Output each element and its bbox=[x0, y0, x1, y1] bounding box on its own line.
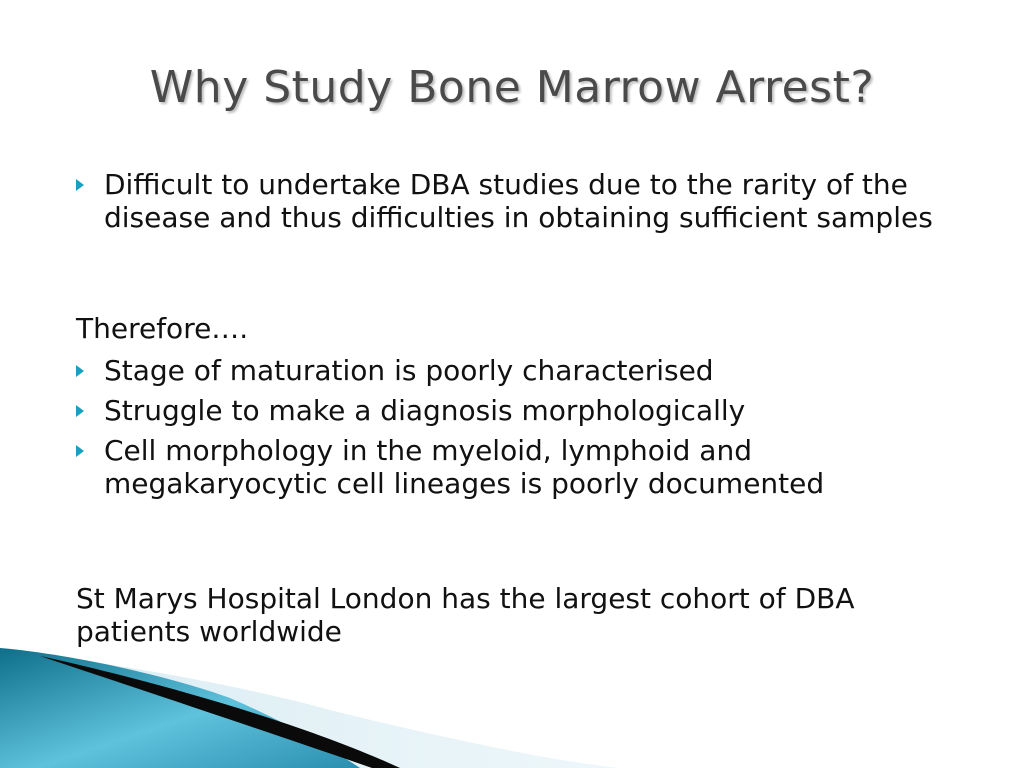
bullet-text: Stage of maturation is poorly characterised bbox=[104, 354, 714, 387]
bullet-item bbox=[76, 168, 946, 234]
bullet-text: Cell morphology in the myeloid, lymphoid and megakaryocytic cell lineages is poorly documented bbox=[104, 434, 825, 500]
triangle-bullet-icon bbox=[76, 365, 84, 377]
bullet-text: Difficult to undertake DBA studies due to the rarity of the disease and thus difficulties in obtaining sufficient samples bbox=[104, 168, 933, 234]
slide-title: Why Study Bone Marrow Arrest? bbox=[149, 62, 875, 113]
bullet-item bbox=[76, 354, 946, 387]
therefore-text: Therefore…. bbox=[76, 312, 249, 345]
triangle-bullet-icon bbox=[76, 179, 84, 191]
corner-wave-decoration bbox=[0, 640, 1024, 768]
bullet-text: Struggle to make a diagnosis morphologically bbox=[104, 394, 746, 427]
bullet-item bbox=[76, 434, 946, 500]
closing-text: St Marys Hospital London has the largest cohort of DBA patients worldwide bbox=[76, 582, 855, 648]
bullet-item bbox=[76, 394, 946, 427]
triangle-bullet-icon bbox=[76, 405, 84, 417]
triangle-bullet-icon bbox=[76, 445, 84, 457]
